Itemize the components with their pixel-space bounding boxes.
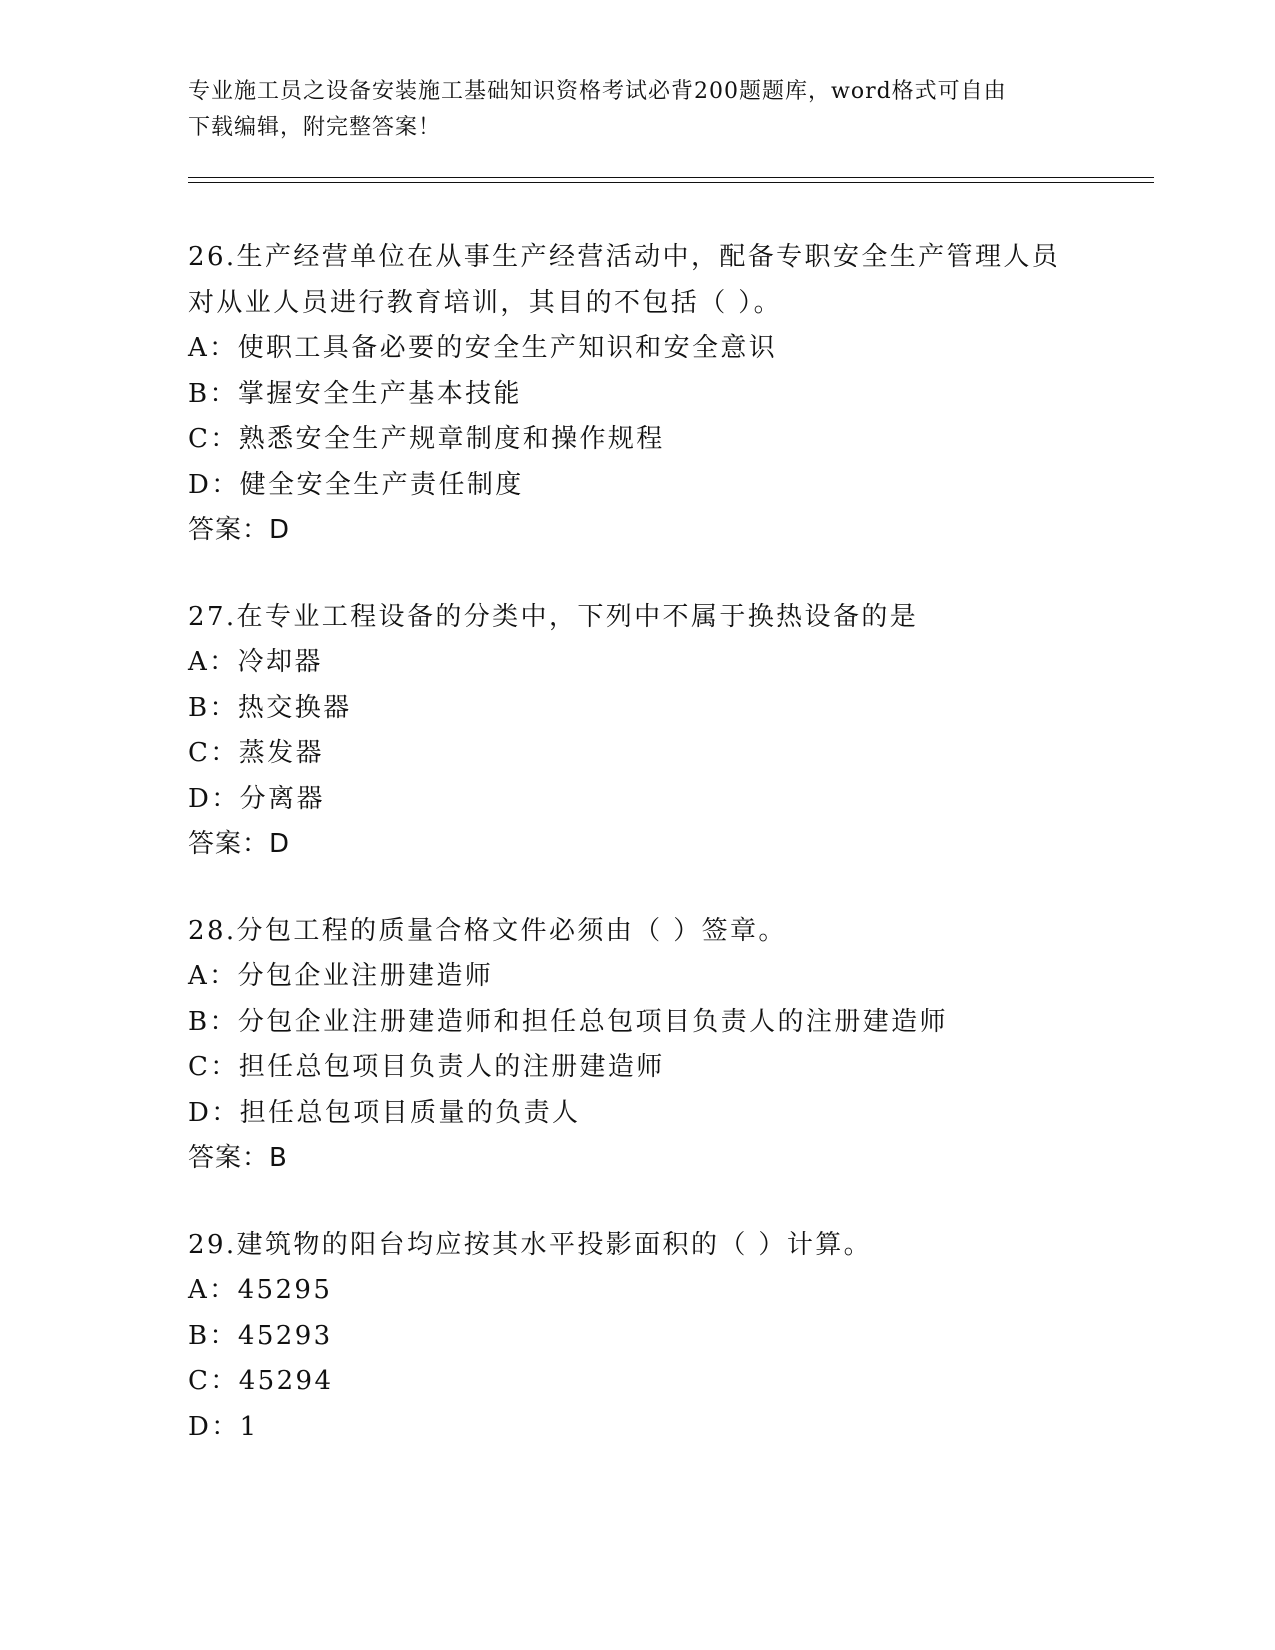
- option-c: C：担任总包项目负责人的注册建造师: [188, 1052, 665, 1082]
- question-28: [188, 909, 1154, 1182]
- question-spacer: [188, 868, 1154, 909]
- option-d: D：分离器: [188, 783, 325, 814]
- question-stem-line: 28.分包工程的质量合格文件必须由（ ）签章。: [188, 915, 787, 946]
- option-a: A：冷却器: [188, 647, 323, 677]
- option-b: B：热交换器: [188, 692, 352, 723]
- option-c: C：45294: [188, 1366, 334, 1396]
- question-stem-line: 对从业人员进行教育培训，其目的不包括（ ）。: [188, 287, 783, 318]
- option-c: C：熟悉安全生产规章制度和操作规程: [188, 424, 665, 454]
- option-d: D：健全安全生产责任制度: [188, 469, 524, 500]
- question-spacer: [188, 554, 1154, 595]
- option-d: D：担任总包项目质量的负责人: [188, 1097, 581, 1128]
- question-stem-line: 29.建筑物的阳台均应按其水平投影面积的（ ）计算。: [188, 1229, 873, 1260]
- option-c: C：蒸发器: [188, 738, 324, 768]
- question-27: [188, 595, 1154, 868]
- question-26: [188, 235, 1154, 554]
- header-divider: [188, 177, 1154, 183]
- option-a: A：45295: [188, 1275, 333, 1305]
- answer-line: 答案：D: [188, 829, 291, 859]
- header-line-2: 下载编辑，附完整答案！: [188, 115, 442, 140]
- answer-line: 答案：D: [188, 515, 291, 545]
- question-stem-line: 26.生产经营单位在从事生产经营活动中，配备专职安全生产管理人员: [188, 242, 1061, 272]
- document-header: [188, 74, 1088, 146]
- answer-line: 答案：B: [188, 1143, 288, 1173]
- question-spacer: [188, 1182, 1154, 1223]
- question-29: [188, 1223, 1154, 1451]
- option-a: A：使职工具备必要的安全生产知识和安全意识: [188, 333, 778, 363]
- option-a: A：分包企业注册建造师: [188, 961, 494, 991]
- question-list: [188, 235, 1154, 1450]
- option-b: B：45293: [188, 1320, 333, 1351]
- option-b: B：掌握安全生产基本技能: [188, 378, 522, 409]
- question-stem-line: 27.在专业工程设备的分类中，下列中不属于换热设备的是: [188, 601, 919, 632]
- header-line-1: 专业施工员之设备安装施工基础知识资格考试必背200题题库，word格式可自由: [188, 79, 1007, 104]
- option-b: B：分包企业注册建造师和担任总包项目负责人的注册建造师: [188, 1006, 948, 1037]
- option-d: D：1: [188, 1411, 259, 1442]
